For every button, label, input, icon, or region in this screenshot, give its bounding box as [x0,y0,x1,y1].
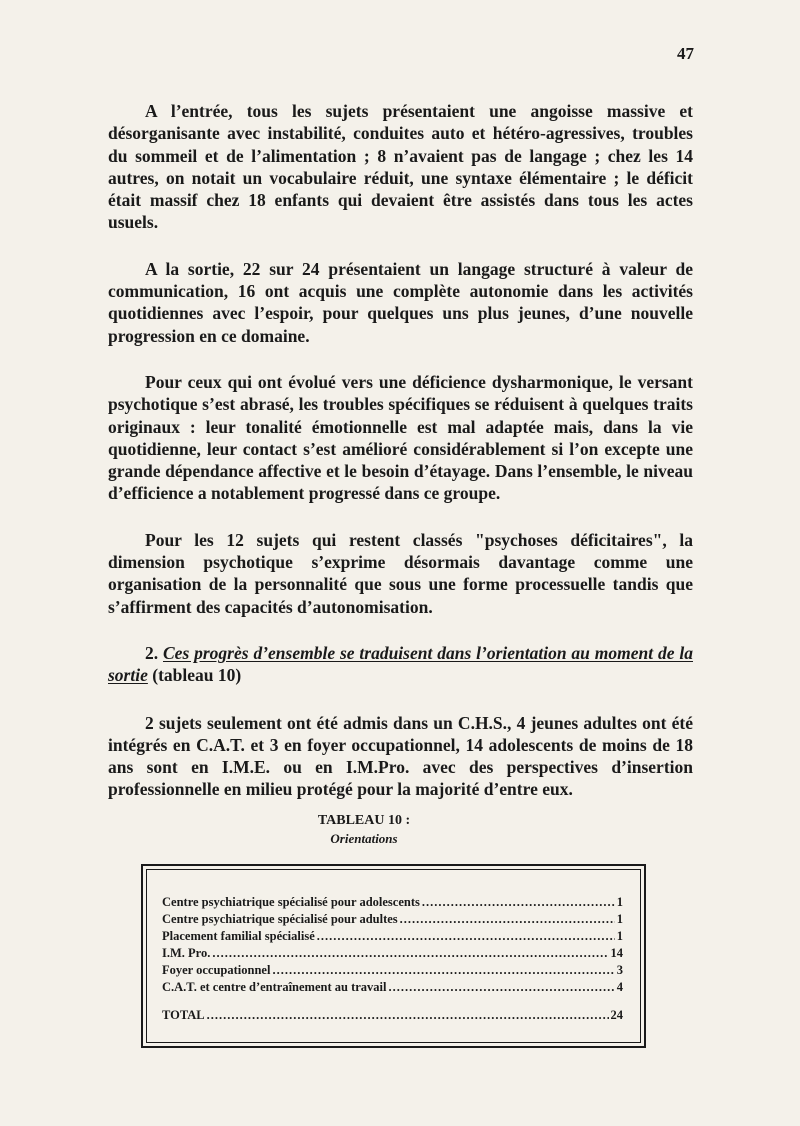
paragraph-orientation: 2 sujets seulement ont été admis dans un C.H.S., 4 jeunes adultes ont été intégrés en C.A.T. et 3 en foyer occupationnel, 14 adolescents de moins de 18 ans sont en I.M.E. ou en I.M.Pro. avec des perspectives d’insertion professionnelle en milieu protégé pour la majorité d’entre eux. [108,712,693,800]
dot-leader [212,945,608,962]
table-row-label: Centre psychiatrique spécialisé pour adultes [162,912,398,926]
section-suffix: (tableau 10) [152,665,242,686]
dot-leader [317,928,615,945]
table-label: TABLEAU 10 : [317,813,411,828]
table-row-label: I.M. Pro. [162,946,211,960]
table-total-value: 24 [610,1008,623,1022]
dot-leader [422,894,615,911]
page-body [108,100,693,825]
table-row-label: Foyer occupationnel [162,963,271,977]
table-subtitle: Orientations [330,831,398,846]
paragraph-deficit-psychoses: Pour les 12 sujets qui restent classés "psychoses déficitaires", la dimension psychotique s’exprime désormais davantage comme une organisation de la personnalité que sous une forme processuelle tandis que s’affirment des capacités d’autonomisation. [108,529,693,617]
orientations-table [141,864,646,1048]
table-total-label: TOTAL [162,1008,205,1022]
table-row-value: 14 [610,946,623,960]
table-row-value: 1 [616,912,623,926]
table-row [162,945,623,962]
paragraph-exit: A la sortie, 22 sur 24 présentaient un langage structuré à valeur de communication, 16 ont acquis une complète autonomie dans les activités quotidiennes avec l’espoir, pour quelques uns plus jeunes, d’une nouvelle progression en ce domaine. [108,258,693,346]
table-total-row [162,1007,623,1024]
section-title: Ces progrès d’ensemble se traduisent dans l’orientation au moment de la sortie [108,642,693,686]
dot-leader [400,911,615,928]
dot-leader [389,979,615,996]
paragraph-entry: A l’entrée, tous les sujets présentaient une angoisse massive et désorganisante avec instabilité, conduites auto et hétéro-agressives, troubles du sommeil et de l’alimentation ; 8 n’avaient pas de langage ; chez les 14 autres, on notait un vocabulaire réduit, une syntaxe élémentaire ; le déficit était massif chez 18 enfants qui devaient être assistés dans tous les actes usuels. [108,101,693,233]
section-heading [108,642,693,687]
dot-leader [272,962,614,979]
table-row-label: Placement familial spécialisé [162,929,315,943]
table-row [162,979,623,996]
page-number: 47 [677,44,694,63]
table-row [162,894,623,911]
table-row-value: 3 [616,963,623,977]
section-number: 2. [145,642,159,663]
table-row [162,962,623,979]
paragraph-dysharmonic: Pour ceux qui ont évolué vers une déficience dysharmonique, le versant psychotique s’est abrasé, les troubles spécifiques se réduisent à quelques traits originaux : leur tonalité émotionnelle est mal adaptée mais, dans la vie quotidienne, leur contact s’est amélioré considérablement si l’on excepte une grande dépendance affective et le besoin d’étayage. Dans l’ensemble, le niveau d’efficience a notablement progressé dans ce groupe. [108,371,693,504]
table-caption [244,812,484,848]
orientations-table-inner [146,869,641,1043]
table-row-label: C.A.T. et centre d’entraînement au travail [162,980,387,994]
table-row [162,911,623,928]
table-row-value: 1 [616,929,623,943]
table-row-value: 1 [616,895,623,909]
dot-leader [207,1007,609,1024]
table-row-label: Centre psychiatrique spécialisé pour adolescents [162,895,420,909]
table-row-value: 4 [616,980,623,994]
table-row [162,928,623,945]
